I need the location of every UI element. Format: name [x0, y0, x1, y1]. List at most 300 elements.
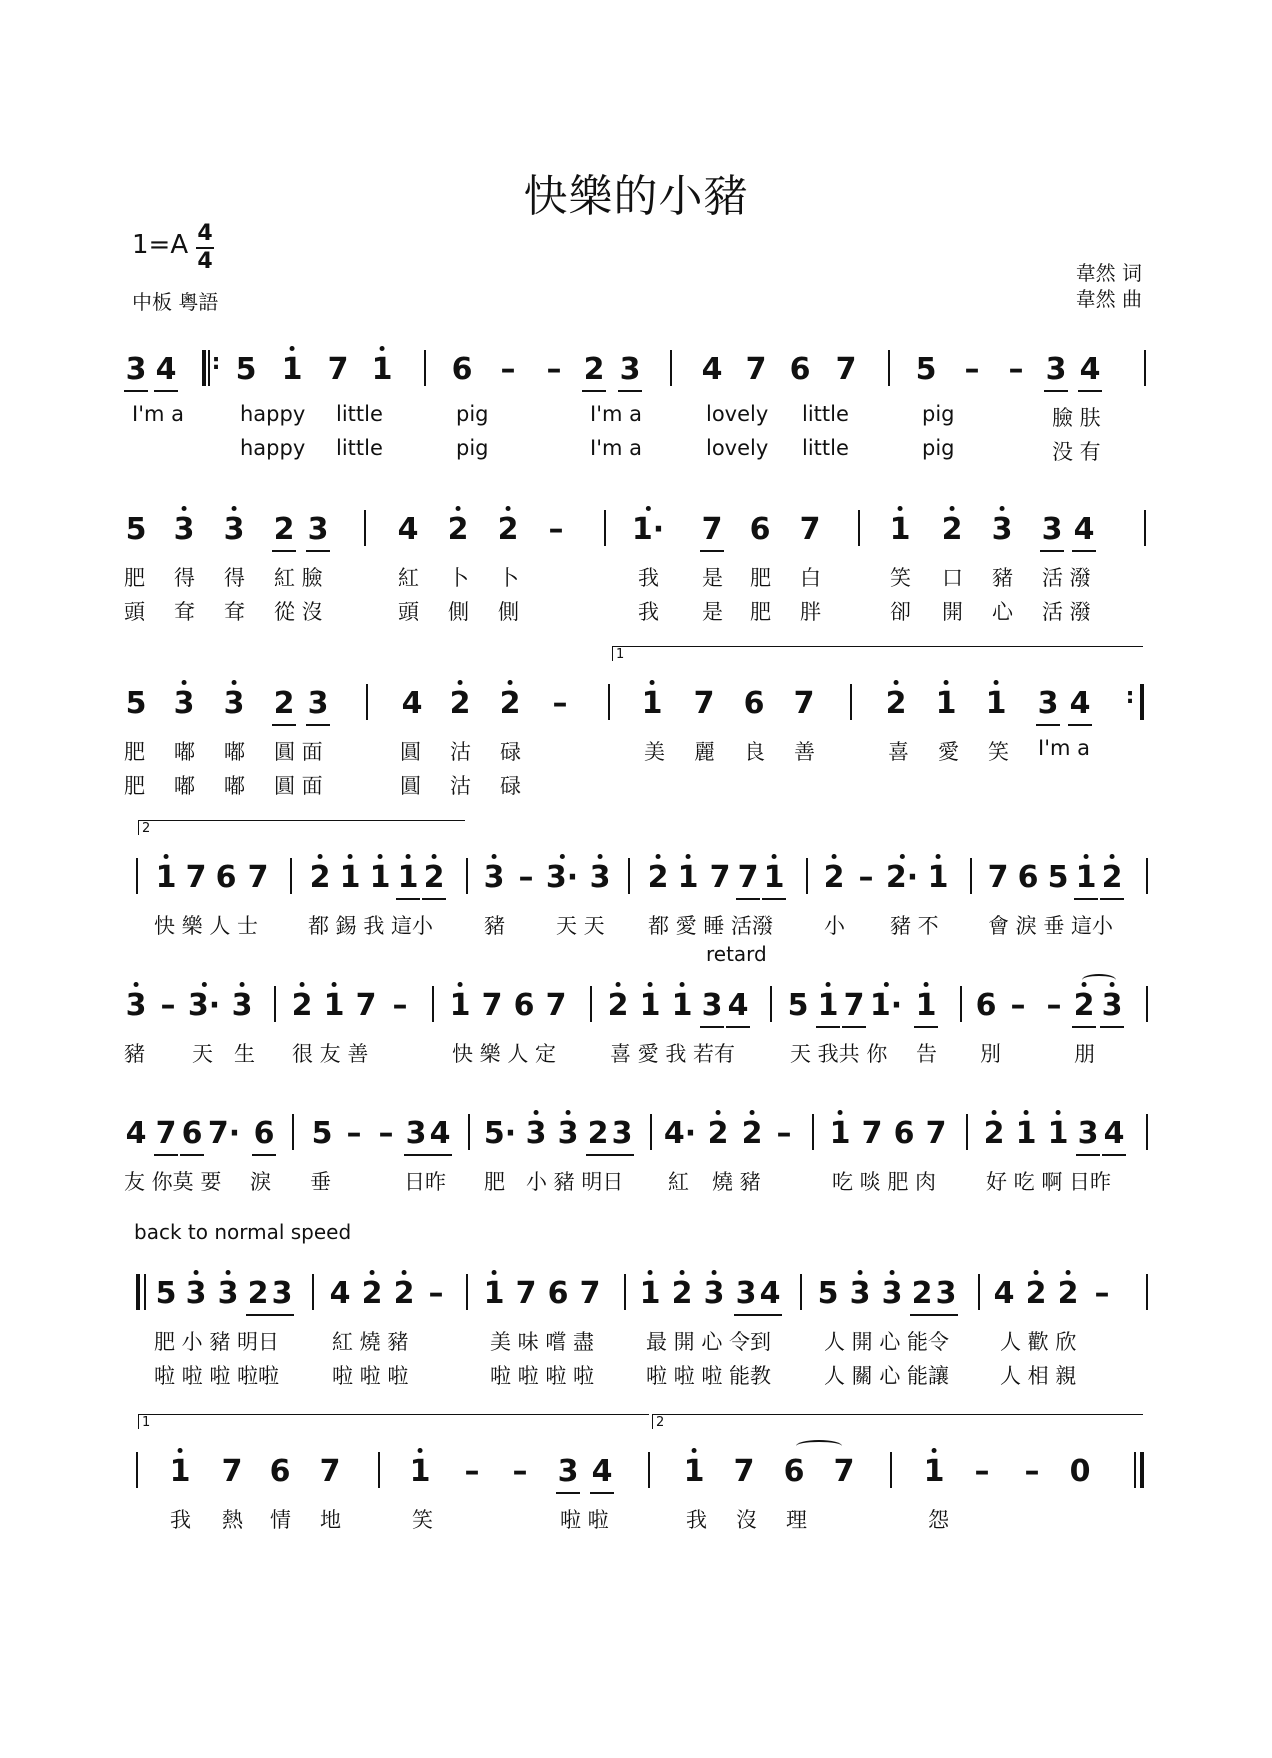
jianpu-note: 2 [708, 1116, 729, 1151]
lyric-line1: 活 潑 [1042, 566, 1091, 590]
jianpu-note: – [512, 1454, 528, 1489]
lyric-line2: 嘟 [174, 774, 195, 798]
jianpu-note: 1 [640, 988, 661, 1023]
lyric-line1: 我 [170, 1508, 191, 1532]
tie-arc [796, 1440, 842, 1452]
lyric-line1: happy [240, 402, 306, 426]
lyric-line2: 圓 面 [274, 774, 323, 798]
high-octave-dot [380, 346, 385, 351]
underline [582, 390, 606, 392]
lyric-line1: 情 [270, 1508, 291, 1532]
lyric-line1: 肥 [124, 566, 145, 590]
jianpu-note: – [160, 988, 176, 1023]
lyric-line2: pig [922, 436, 955, 460]
barline [378, 1452, 380, 1488]
high-octave-dot [378, 854, 383, 859]
jianpu-note: 7 [319, 1454, 341, 1489]
lyric-line1: 人 開 心 能令 [824, 1330, 950, 1354]
jianpu-note: 3 [232, 988, 253, 1023]
lyric-line2: 圓 [400, 774, 421, 798]
lyric-line1: 得 [174, 566, 195, 590]
jianpu-note: 2 [292, 988, 313, 1023]
barline [1146, 1274, 1148, 1310]
jianpu-note: 2 [583, 352, 605, 387]
lyric-line1: pig [922, 402, 955, 426]
jianpu-note: 3 [218, 1276, 239, 1311]
lyric-line1: I'm a [590, 402, 642, 426]
underline [726, 1026, 750, 1028]
jianpu-note: 7 [861, 1116, 883, 1151]
lyric-line1: 喜 [888, 740, 909, 764]
high-octave-dot [566, 1110, 571, 1115]
lyric-line1: 臉 肤 [1052, 406, 1101, 430]
underline [270, 1314, 294, 1316]
jianpu-note: 2 [886, 686, 907, 721]
high-octave-dot [884, 982, 889, 987]
barline [604, 510, 606, 546]
high-octave-dot [894, 680, 899, 685]
lyric-line1: 卜 [448, 566, 469, 590]
jianpu-note: 3· [188, 988, 220, 1023]
high-octave-dot [692, 1448, 697, 1453]
jianpu-note: 6 [513, 988, 535, 1023]
barline [1144, 510, 1146, 546]
lyric-line2: 没 有 [1052, 440, 1101, 464]
jianpu-note: 2 [448, 512, 469, 547]
high-octave-dot [1084, 854, 1089, 859]
lyric-line2: 啦 啦 啦 能教 [646, 1364, 772, 1388]
high-octave-dot [1034, 1270, 1039, 1275]
barline [648, 1452, 650, 1488]
lyric-line2: 胖 [800, 600, 821, 624]
jianpu-note: 7 [515, 1276, 537, 1311]
jianpu-note: 6 [975, 988, 997, 1023]
jianpu-note: 5 [817, 1276, 839, 1311]
jianpu-note: 1 [170, 1454, 191, 1489]
jianpu-note: 1 [282, 352, 303, 387]
lyric-line1: 小 豬 明日 [526, 1170, 624, 1194]
jianpu-note: – [1008, 352, 1024, 387]
jianpu-note: 5 [155, 1276, 177, 1311]
lyric-line2: happy [240, 436, 306, 460]
jianpu-note: 2 [824, 860, 845, 895]
lyric-line2: 開 [942, 600, 963, 624]
jianpu-note: – [428, 1276, 444, 1311]
underline [618, 390, 642, 392]
high-octave-dot [370, 1270, 375, 1275]
jianpu-note: 7 [155, 1116, 177, 1151]
underline [1068, 724, 1092, 726]
jianpu-note: 1 [1048, 1116, 1069, 1151]
high-octave-dot [826, 982, 831, 987]
high-octave-dot [232, 680, 237, 685]
jianpu-note: 3 [557, 1454, 579, 1489]
jianpu-note: 4 [701, 352, 723, 387]
barline [850, 684, 852, 720]
underline [396, 898, 420, 900]
barline [890, 1452, 892, 1488]
jianpu-note: – [518, 860, 534, 895]
jianpu-note: 4 [993, 1276, 1015, 1311]
jianpu-note: 1 [678, 860, 699, 895]
lyric-line1: 會 淚 垂 這小 [988, 914, 1114, 938]
underline [914, 1026, 938, 1028]
jianpu-note: 3 [701, 988, 723, 1023]
jianpu-note: 1 [684, 1454, 705, 1489]
barline [136, 858, 138, 894]
time-signature-top: 4 [197, 221, 213, 246]
barline [432, 986, 434, 1022]
high-octave-dot [492, 1270, 497, 1275]
underline [586, 1154, 610, 1156]
jianpu-note: 2 [608, 988, 629, 1023]
jianpu-note: 5 [235, 352, 257, 387]
jianpu-note: 5 [787, 988, 809, 1023]
high-octave-dot [240, 982, 245, 987]
jianpu-note: 3 [126, 988, 147, 1023]
lyric-line1: 卜 [498, 566, 519, 590]
repeat-start-bar [202, 350, 206, 386]
lyric-line1: 朋 [1074, 1042, 1095, 1066]
jianpu-note: 4 [397, 512, 419, 547]
jianpu-note: 1 [916, 988, 937, 1023]
jianpu-note: 7 [843, 988, 865, 1023]
underline [1078, 390, 1102, 392]
high-octave-dot [182, 680, 187, 685]
jianpu-note: 5 [125, 686, 147, 721]
underline [180, 1154, 204, 1156]
lyric-line1: 怨 [928, 1508, 949, 1532]
jianpu-note: 2 [273, 512, 295, 547]
underline [590, 1492, 614, 1494]
jianpu-note: 1 [484, 1276, 505, 1311]
high-octave-dot [992, 1110, 997, 1115]
jianpu-note: 3 [307, 686, 329, 721]
jianpu-note: 2 [394, 1276, 415, 1311]
jianpu-note: – [392, 988, 408, 1023]
jianpu-note: 7 [709, 860, 731, 895]
high-octave-dot [318, 854, 323, 859]
barline [812, 1114, 814, 1150]
lyric-line1: 麗 [694, 740, 715, 764]
jianpu-note: – [776, 1116, 792, 1151]
jianpu-note: 4· [663, 1116, 697, 1151]
high-octave-dot [646, 506, 651, 511]
jianpu-note: 1· [632, 512, 664, 547]
time-signature-bottom: 4 [197, 249, 213, 274]
jianpu-note: 5 [915, 352, 937, 387]
jianpu-note: 3 [186, 1276, 207, 1311]
barline [806, 858, 808, 894]
repeat-dots: : [211, 350, 221, 375]
jianpu-note: 3 [1077, 1116, 1099, 1151]
jianpu-note: 4 [727, 988, 749, 1023]
jianpu-note: – [974, 1454, 990, 1489]
high-octave-dot [182, 506, 187, 511]
lyric-line2: 耷 [224, 600, 245, 624]
lyric-line1: 豬 [992, 566, 1013, 590]
lyric-line2: 頭 [398, 600, 419, 624]
jianpu-note: 1 [398, 860, 419, 895]
jianpu-note: 3 [484, 860, 505, 895]
repeat-dots: : [1125, 684, 1135, 709]
jianpu-note: 6 [789, 352, 811, 387]
jianpu-note: 4 [125, 1116, 147, 1151]
high-octave-dot [932, 1448, 937, 1453]
lyric-line1: 笑 [412, 1508, 433, 1532]
volta-number: 1 [616, 647, 625, 662]
jianpu-note: 4 [1103, 1116, 1125, 1151]
jianpu-note: – [464, 1454, 480, 1489]
lyric-line2: 是 [702, 600, 723, 624]
barline [424, 350, 426, 386]
jianpu-note: 7 [737, 860, 759, 895]
jianpu-note: 2 [450, 686, 471, 721]
jianpu-note: 2 [942, 512, 963, 547]
jianpu-note: 4 [1069, 686, 1091, 721]
jianpu-note: 2 [672, 1276, 693, 1311]
jianpu-note: 7 [987, 860, 1009, 895]
jianpu-note: 3 [174, 686, 195, 721]
lyric-line1: 垂 [310, 1170, 331, 1194]
jianpu-note: 5· [483, 1116, 517, 1151]
jianpu-note: 3 [224, 512, 245, 547]
jianpu-note: 1· [870, 988, 902, 1023]
jianpu-note: 2 [911, 1276, 933, 1311]
underline [1072, 1026, 1096, 1028]
lyric-line1: 日昨 [404, 1170, 446, 1194]
jianpu-note: 3 [526, 1116, 547, 1151]
underline [842, 1026, 866, 1028]
jianpu-note: 3 [992, 512, 1013, 547]
lyric-line2: 耷 [174, 600, 195, 624]
lyric-line1: 得 [224, 566, 245, 590]
high-octave-dot [648, 982, 653, 987]
high-octave-dot [1056, 1110, 1061, 1115]
jianpu-note: 1 [640, 1276, 661, 1311]
jianpu-note: 2 [247, 1276, 269, 1311]
lyric-line2: 人 關 心 能讓 [824, 1364, 950, 1388]
jianpu-note: 3 [1037, 686, 1059, 721]
jianpu-note: 3 [611, 1116, 633, 1151]
lyric-line1: 我 [686, 1508, 707, 1532]
jianpu-note: 6 [269, 1454, 291, 1489]
lyric-line1: 啦 啦 [560, 1508, 609, 1532]
underline [1100, 898, 1124, 900]
jianpu-note: 2 [1026, 1276, 1047, 1311]
lyric-line1: 碌 [500, 740, 521, 764]
jianpu-note: – [552, 686, 568, 721]
jianpu-note: 4 [1073, 512, 1095, 547]
high-octave-dot [772, 854, 777, 859]
barline [468, 1114, 470, 1150]
jianpu-note: 6 [749, 512, 771, 547]
lyric-line1: 笑 [890, 566, 911, 590]
jianpu-note: 1 [156, 860, 177, 895]
jianpu-note: 1 [764, 860, 785, 895]
lyric-line1: 嘟 [224, 740, 245, 764]
lyric-line1: 好 吃 啊 日昨 [986, 1170, 1112, 1194]
barline [466, 858, 468, 894]
underline [154, 390, 178, 392]
lyric-line1: 豬 [124, 1042, 145, 1066]
jianpu-note: 5 [311, 1116, 333, 1151]
jianpu-note: 7· [207, 1116, 241, 1151]
jianpu-note: 5 [125, 512, 147, 547]
barline [290, 858, 292, 894]
underline [272, 550, 296, 552]
jianpu-note: 2 [498, 512, 519, 547]
jianpu-note: 6 [783, 1454, 805, 1489]
high-octave-dot [936, 854, 941, 859]
lyric-line2: 從 沒 [274, 600, 323, 624]
underline [816, 1026, 840, 1028]
lyric-line1: 很 友 善 [292, 1042, 369, 1066]
jianpu-note: – [858, 860, 874, 895]
barline [1146, 1114, 1148, 1150]
jianpu-note: 2 [984, 1116, 1005, 1151]
lyric-line1: little [336, 402, 383, 426]
lyric-line1: 嘟 [174, 740, 195, 764]
lyric-line1: 紅 [398, 566, 419, 590]
underline [428, 1154, 452, 1156]
jianpu-note: 1 [370, 860, 391, 895]
lyric-line1: 天 [192, 1042, 213, 1066]
jianpu-note: 7 [579, 1276, 601, 1311]
barline [466, 1274, 468, 1310]
lyric-line1: 豬 不 [890, 914, 939, 938]
lyric-line2: 啦 啦 啦 啦啦 [154, 1364, 280, 1388]
high-octave-dot [1110, 854, 1115, 859]
jianpu-note: 4 [401, 686, 423, 721]
lyric-line1: 肥 [484, 1170, 505, 1194]
underline [1072, 550, 1096, 552]
jianpu-note: 7 [545, 988, 567, 1023]
underline [1040, 550, 1064, 552]
volta-number: 2 [656, 1415, 665, 1430]
underline [556, 1492, 580, 1494]
underline [1102, 1154, 1126, 1156]
final-bar-thick [1140, 1452, 1144, 1488]
lyric-line1: little [802, 402, 849, 426]
jianpu-note: 7 [185, 860, 207, 895]
lyric-line1: 快 樂 人 定 [452, 1042, 557, 1066]
jianpu-note: 1 [1076, 860, 1097, 895]
lyric-line2: lovely [706, 436, 769, 460]
high-octave-dot [134, 982, 139, 987]
high-octave-dot [598, 854, 603, 859]
high-octave-dot [560, 854, 565, 859]
lyric-line1: 人 歡 欣 [1000, 1330, 1077, 1354]
jianpu-note: 3 [224, 686, 245, 721]
underline [246, 1314, 270, 1316]
jianpu-note: 4 [759, 1276, 781, 1311]
jianpu-note: – [546, 352, 562, 387]
jianpu-note: – [500, 352, 516, 387]
lyric-line1: 熱 [222, 1508, 243, 1532]
jianpu-note: – [1046, 988, 1062, 1023]
lyric-line1: 都 錫 我 這小 [308, 914, 434, 938]
lyric-line1: 小 [824, 914, 845, 938]
underline [758, 1314, 782, 1316]
high-octave-dot [650, 680, 655, 685]
high-octave-dot [458, 680, 463, 685]
lyric-line2: 啦 啦 啦 [332, 1364, 409, 1388]
high-octave-dot [456, 506, 461, 511]
jianpu-note: 1 [450, 988, 471, 1023]
repeat-end-bar [1140, 684, 1144, 720]
high-octave-dot [680, 982, 685, 987]
underline [252, 1154, 276, 1156]
jianpu-note: 7 [745, 352, 767, 387]
volta-number: 2 [142, 821, 151, 836]
jianpu-note: 1 [818, 988, 839, 1023]
jianpu-note: 6 [1017, 860, 1039, 895]
jianpu-note: 3 [174, 512, 195, 547]
underline [700, 550, 724, 552]
jianpu-note: 7 [327, 352, 349, 387]
jianpu-note: 1 [1016, 1116, 1037, 1151]
lyric-line2: 啦 啦 啦 啦 [490, 1364, 595, 1388]
jianpu-note: 5 [1047, 860, 1069, 895]
high-octave-dot [418, 1448, 423, 1453]
high-octave-dot [686, 854, 691, 859]
lyric-line1: I'm a [132, 402, 184, 426]
high-octave-dot [616, 982, 621, 987]
high-octave-dot [924, 982, 929, 987]
lyric-line1: 沽 [450, 740, 471, 764]
barline [274, 986, 276, 1022]
high-octave-dot [432, 854, 437, 859]
lyric-line1: 燒 豬 [712, 1170, 761, 1194]
jianpu-note: 7 [693, 686, 715, 721]
volta-bracket [138, 1414, 649, 1429]
high-octave-dot [402, 1270, 407, 1275]
jianpu-note: 7 [833, 1454, 855, 1489]
jianpu-note: 3 [935, 1276, 957, 1311]
barline [1146, 858, 1148, 894]
lyric-line2: 肥 [124, 774, 145, 798]
jianpu-note: 3 [405, 1116, 427, 1151]
barline [960, 986, 962, 1022]
underline [1074, 898, 1098, 900]
barline [970, 858, 972, 894]
high-octave-dot [406, 854, 411, 859]
high-octave-dot [900, 854, 905, 859]
jianpu-note: 3 [590, 860, 611, 895]
lyric-line1: 圓 面 [274, 740, 323, 764]
jianpu-note: – [1024, 1454, 1040, 1489]
lyric-line1: 吃 啖 肥 肉 [832, 1170, 937, 1194]
lyric-line1: 肥 [124, 740, 145, 764]
jianpu-note: 1 [890, 512, 911, 547]
lyric-line2: 肥 [750, 600, 771, 624]
jianpu-note: 2 [362, 1276, 383, 1311]
jianpu-note: 7 [355, 988, 377, 1023]
high-octave-dot [348, 854, 353, 859]
underline [1036, 724, 1060, 726]
lyric-line1: 口 [942, 566, 963, 590]
jianpu-note: 3 [1045, 352, 1067, 387]
credits [1076, 260, 1142, 312]
jianpu-note: 7 [221, 1454, 243, 1489]
barline [966, 1114, 968, 1150]
lyric-line1: 肥 小 豬 明日 [154, 1330, 280, 1354]
high-octave-dot [1066, 1270, 1071, 1275]
tempo-language: 中板 粵語 [132, 290, 219, 314]
jianpu-note: 3 [735, 1276, 757, 1311]
volta-bracket [652, 1414, 1143, 1429]
